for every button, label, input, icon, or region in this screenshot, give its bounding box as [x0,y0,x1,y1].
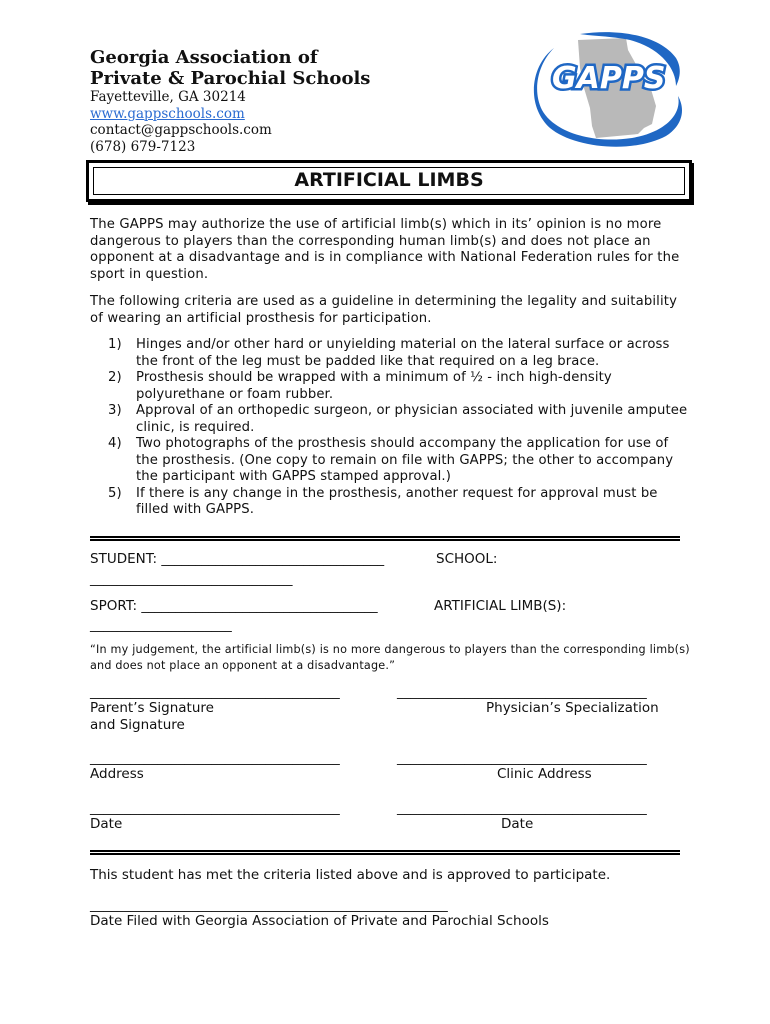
parent-signature-label-2: and Signature [90,717,185,733]
criteria-number: 1) [108,337,122,352]
criteria-text: If there is any change in the prosthesis, another request for approval must be filled with GAPPS. [136,485,658,517]
criteria-text: Approval of an orthopedic surgeon, or physician associated with juvenile amputee clinic, is required. [136,403,688,435]
address-label: Address [90,766,144,782]
list-item [108,436,688,486]
date-label-left: Date [90,816,123,832]
website-link[interactable]: www.gappschools.com [90,105,245,122]
approval-statement: This student has met the criteria listed above and is approved to participate. [90,867,611,883]
artificial-limbs-field[interactable]: _____________________ [90,617,232,633]
date-line-right[interactable]: _____________________________________ [397,800,647,816]
date-line-left[interactable]: _____________________________________ [90,800,340,816]
title-banner [86,160,692,202]
list-item [108,403,688,436]
list-item [108,337,688,370]
criteria-intro-paragraph: The following criteria are used as a guideline in determining the legality and suitability of wearing an artificial prosthesis for participation. [90,294,678,326]
criteria-text: Prosthesis should be wrapped with a minimum of ½ - inch high-density polyurethane or foam rubber. [136,370,612,402]
organization-header [90,47,510,155]
date-filed-label: Date Filed with Georgia Association of Private and Parochial Schools [90,913,549,929]
criteria-number: 2) [108,370,122,385]
criteria-list [108,337,688,519]
school-field[interactable]: ______________________________ [90,571,293,587]
section-divider [90,850,680,855]
criteria-number: 4) [108,436,122,451]
phone-number: (678) 679-7123 [90,138,196,155]
clinic-address-label: Clinic Address [497,766,592,782]
clinic-address-line[interactable]: _____________________________________ [397,750,647,766]
list-item [108,486,688,519]
page-title: ARTIFICIAL LIMBS [294,169,484,191]
artificial-limbs-label: ARTIFICIAL LIMB(S): [434,598,567,614]
org-city: Fayetteville, GA 30214 [90,89,246,105]
email-address: contact@gappschools.com [90,122,272,138]
section-divider [90,536,680,541]
criteria-text: Hinges and/or other hard or unyielding material on the lateral surface or across the front of the leg must be padded like that required on a leg brace. [136,337,670,369]
criteria-text: Two photographs of the prosthesis should accompany the application for use of the prosthesis. (One copy to remain on file with GAPPS; the other to accompany the participant with GAPPS stamped approval.) [136,436,674,484]
sport-field[interactable]: SPORT: ___________________________________ [90,598,378,614]
intro-paragraph: The GAPPS may authorize the use of artificial limb(s) which in its’ opinion is no more dangerous to players than the corresponding human limb(s) and does not place an opponent at a disadvantage and is in compliance with National Federation rules for the sport in question. [90,217,680,282]
student-field[interactable]: STUDENT: _________________________________ [90,551,385,567]
address-line[interactable]: _____________________________________ [90,750,340,766]
date-label-right: Date [501,816,534,832]
physician-specialization-line[interactable]: _____________________________________ [397,684,647,700]
org-name-line-1: Georgia Association of [90,47,318,68]
criteria-number: 3) [108,403,122,418]
org-name-line-2: Private & Parochial Schools [90,68,371,89]
list-item [108,370,688,403]
logo-text: GAPPS [552,61,666,96]
criteria-number: 5) [108,485,122,501]
gapps-logo [520,28,688,150]
physician-statement: “In my judgement, the artificial limb(s) is no more dangerous to players than the corresponding limb(s) and does not place an opponent at a disadvantage.” [90,643,690,672]
physician-specialization-label: Physician’s Specialization [486,700,659,716]
school-label: SCHOOL: [436,551,498,567]
parent-signature-line[interactable]: _____________________________________ [90,684,340,700]
date-filed-line[interactable]: _____________________________________________________ [90,897,448,913]
parent-signature-label: Parent’s Signature [90,700,214,716]
